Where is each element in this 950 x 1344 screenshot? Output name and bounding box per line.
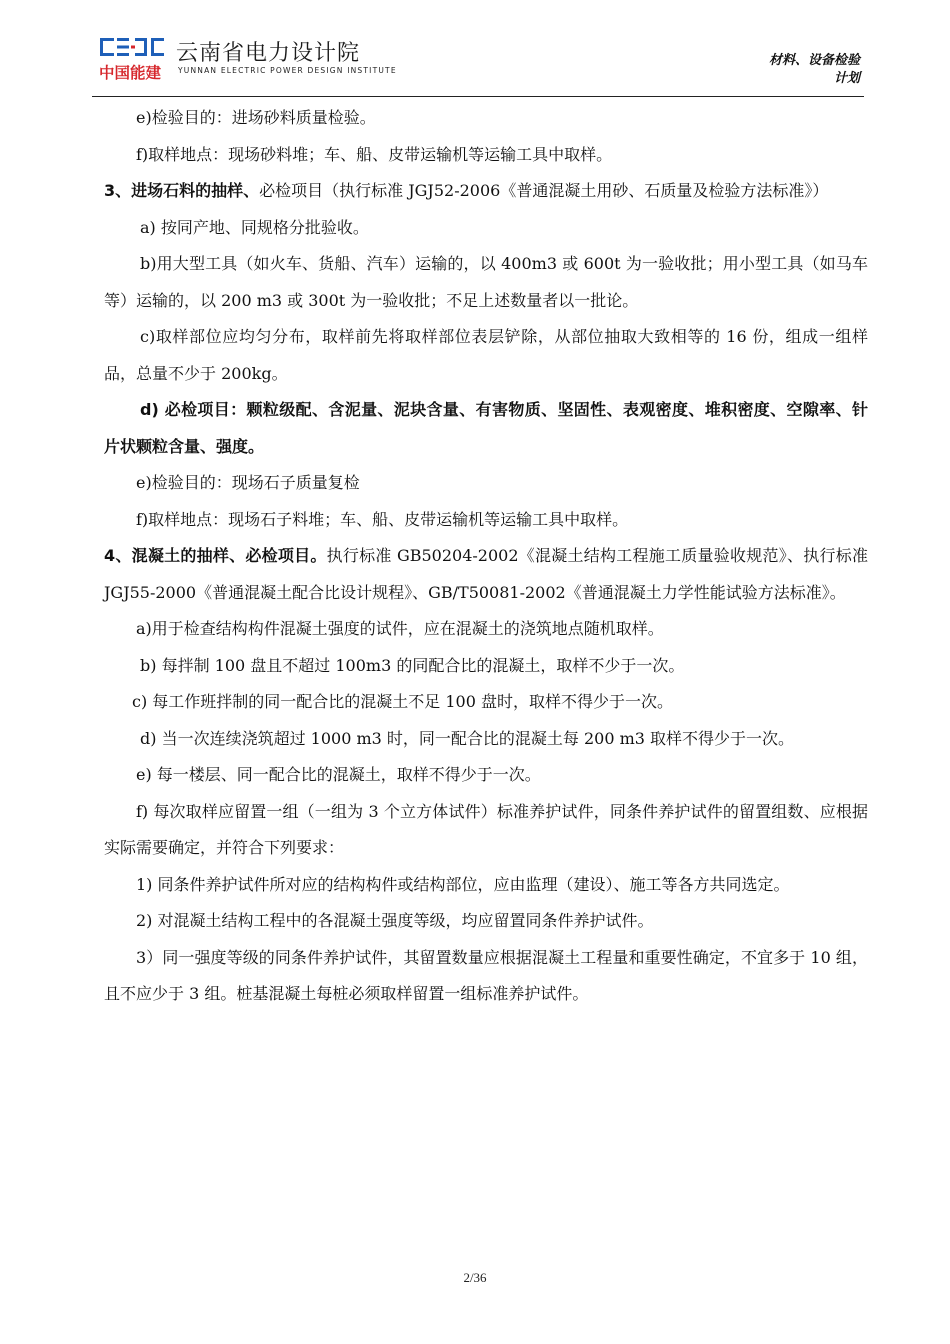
paragraph: a)用于检查结构构件混凝土强度的试件，应在混凝土的浇筑地点随机取样。 — [136, 619, 664, 638]
ceec-logo-icon — [98, 34, 166, 86]
paragraph: e) 每一楼层、同一配合比的混凝土，取样不得少于一次。 — [136, 765, 541, 784]
paragraph: f)取样地点：现场石子料堆；车、船、皮带运输机等运输工具中取样。 — [136, 509, 629, 529]
section-3-paragraph — [104, 173, 868, 210]
paragraph: b) 每拌制 100 盘且不超过 100m3 的同配合比的混凝土，取样不少于一次。 — [140, 655, 685, 675]
paragraph: b)用大型工具（如火车、货船、汽车）运输的，以 400m3 或 600t 为一验收批；用小型工具（如马车等）运输的，以 200 m3 或 300t 为一验收批；不足上述数量者以一批论。 — [104, 254, 868, 310]
section-4-heading: 4、混凝土的抽样、必检项目。 — [104, 546, 327, 565]
document-body — [104, 100, 868, 1013]
section-3-text: 必检项目（执行标准 JGJ52-2006《普通混凝土用砂、石质量及检验方法标准》） — [259, 181, 829, 200]
paragraph: e)检验目的：现场石子质量复检 — [136, 473, 360, 492]
paragraph: 1) 同条件养护试件所对应的结构构件或结构部位，应由监理（建设）、施工等各方共同选定。 — [136, 874, 790, 894]
document-title-line1: 材料、设备检验 — [768, 53, 860, 68]
paragraph: c)取样部位应均匀分布，取样前先将取样部位表层铲除，从部位抽取大致相等的 16 份，组成一组样品，总量不少于 200kg。 — [104, 327, 868, 383]
section-3-heading: 3、进场石料的抽样、 — [104, 181, 260, 200]
page-header — [92, 30, 864, 94]
logo-primary-text: 中国能建 — [99, 64, 162, 82]
paragraph: f)取样地点：现场砂料堆；车、船、皮带运输机等运输工具中取样。 — [136, 144, 613, 164]
required-items-paragraph: d) 必检项目：颗粒级配、含泥量、泥块含量、有害物质、坚固性、表观密度、堆积密度、空隙率、针片状颗粒含量、强度。 — [104, 400, 868, 456]
paragraph: c) 每工作班拌制的同一配合比的混凝土不足 100 盘时，取样不得少于一次。 — [132, 692, 674, 711]
section-4-text: 执行标准 GB50204-2002《混凝土结构工程施工质量验收规范》、执行标准 JGJ55-2000《普通混凝土配合比设计规程》、GB/T50081-2002《普通混凝土力学性能试验方法标准》。 — [104, 546, 868, 602]
document-title — [769, 52, 860, 88]
paragraph: 2) 对混凝土结构工程中的各混凝土强度等级，均应留置同条件养护试件。 — [136, 911, 654, 930]
document-title-line2: 计划 — [833, 71, 860, 86]
paragraph: f) 每次取样应留置一组（一组为 3 个立方体试件）标准养护试件，同条件养护试件的留置组数、应根据实际需要确定，并符合下列要求： — [104, 801, 868, 857]
page-number: 2/36 — [463, 1270, 487, 1285]
org-name-cn: 云南省电力设计院 — [176, 41, 361, 66]
org-name-en: YUNNAN ELECTRIC POWER DESIGN INSTITUTE — [178, 66, 397, 75]
paragraph: a) 按同产地、同规格分批验收。 — [140, 217, 369, 237]
paragraph: 3）同一强度等级的同条件养护试件，其留置数量应根据混凝土工程量和重要性确定，不宜多于 10 组，且不应少于 3 组。桩基混凝土每桩必须取样留置一组标准养护试件。 — [104, 947, 868, 1003]
section-4-paragraph — [104, 538, 868, 611]
header-divider — [92, 96, 864, 97]
paragraph: e)检验目的：进场砂料质量检验。 — [136, 108, 376, 127]
paragraph: d) 当一次连续浇筑超过 1000 m3 时，同一配合比的混凝土每 200 m3 取样不得少于一次。 — [140, 728, 795, 748]
